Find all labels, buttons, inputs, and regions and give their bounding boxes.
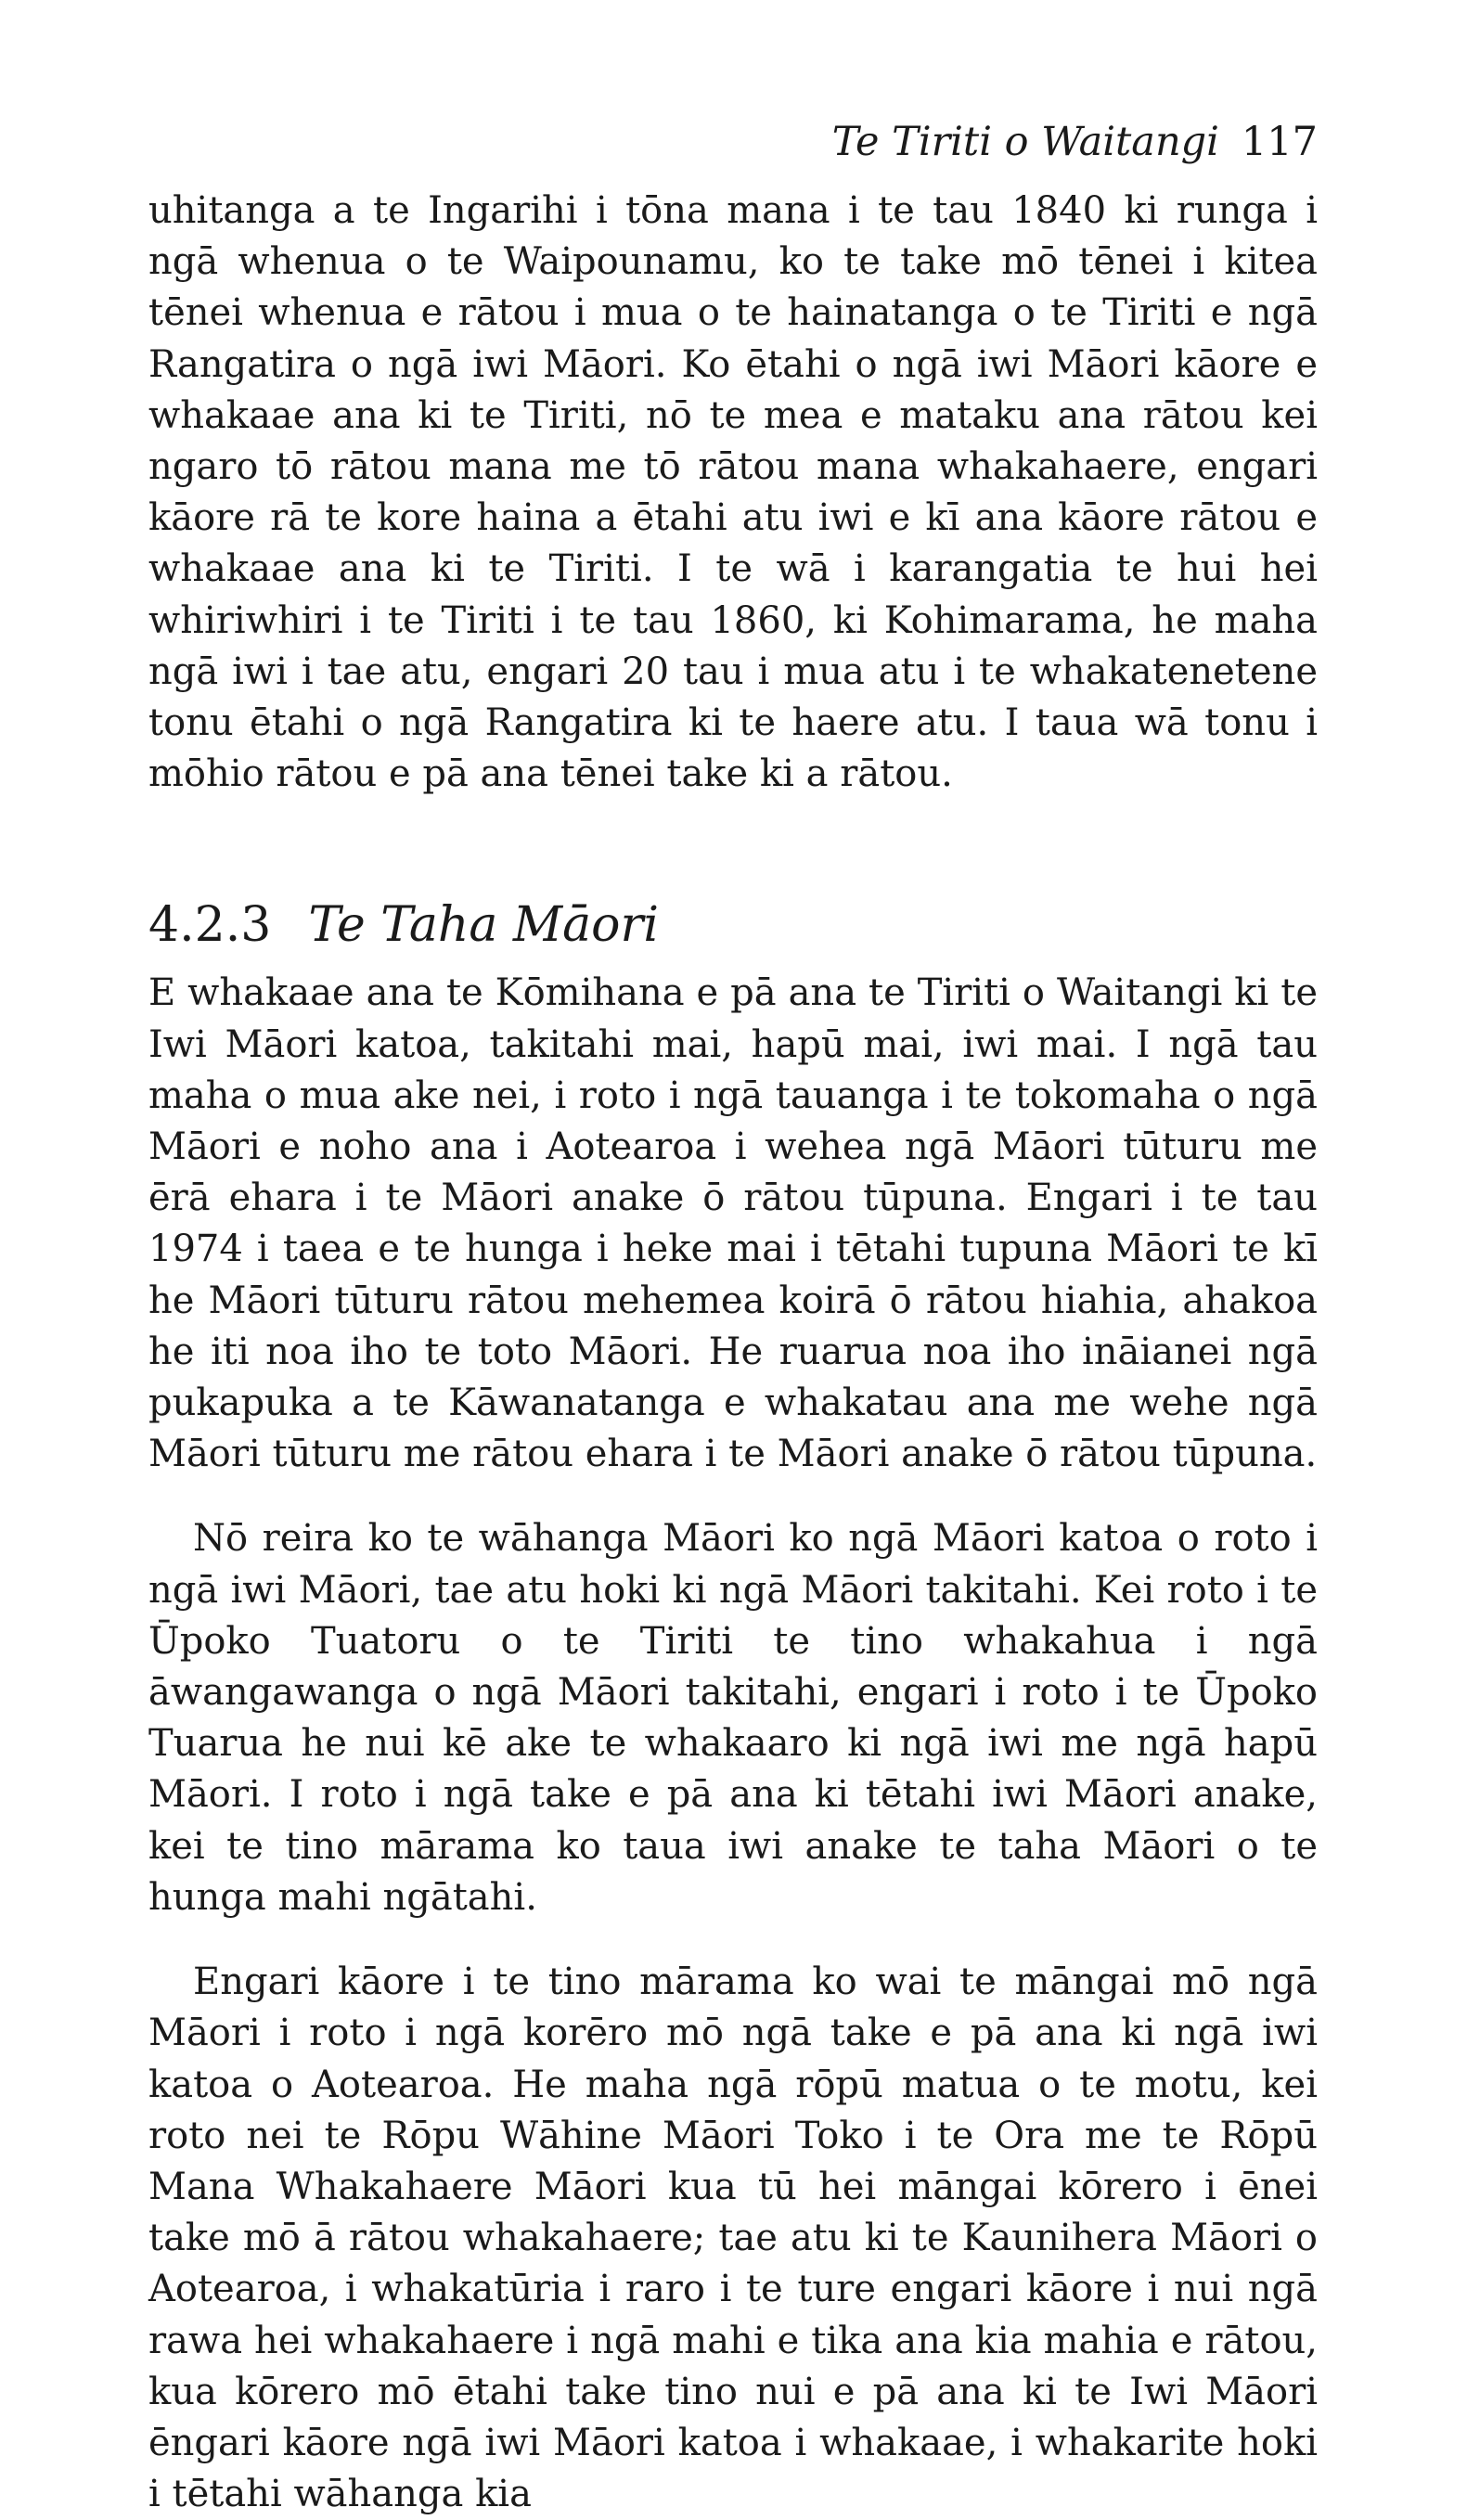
body-paragraph-3: Nō reira ko te wāhanga Māori ko ngā Māori katoa o roto i ngā iwi Māori, tae atu hoki ki ngā Māori takitahi. Kei roto i te Ūpoko Tuatoru o te Tiriti te tino whakahua i ngā āwangawanga o ngā Māori takitahi, engari i roto i te Ūpoko Tuarua he nui kē ake te whakaaro ki ngā iwi me ngā hapū Māori. I roto i ngā take e pā ana ki tētahi iwi Māori anake, kei te tino mārama ko taua iwi anake te taha Māori o te hunga mahi ngātahi.: [148, 1517, 1318, 1919]
section-number: 4.2.3: [148, 897, 272, 954]
running-header: [148, 119, 1318, 165]
section-title: Te Taha Māori: [308, 897, 659, 954]
running-title: Te Tiriti o Waitangi: [831, 119, 1219, 165]
paragraph-gap: [148, 1923, 1318, 1957]
text-column: [148, 186, 1318, 2520]
paragraph-gap: [148, 1480, 1318, 1513]
page-number: 117: [1241, 119, 1318, 165]
section-heading: [148, 897, 1318, 953]
body-paragraph-1: uhitanga a te Ingarihi i tōna mana i te tau 1840 ki runga i ngā whenua o te Waipounamu, ko te take mō tēnei i kitea tēnei whenua e rātou i mua o te hainatanga o te Tiriti e ngā Rangatira o ngā iwi Māori. Ko ētahi o ngā iwi Māori kāore e whakaae ana ki te Tiriti, nō te mea e mataku ana rātou kei ngaro tō rātou mana me tō rātou mana whakahaere, engari kāore rā te kore haina a ētahi atu iwi e kī ana kāore rātou e whakaae ana ki te Tiriti. I te wā i karangatia te hui hei whiriwhiri i te Tiriti i te tau 1860, ki Kohimarama, he maha ngā iwi i tae atu, engari 20 tau i mua atu i te whakatenetene tonu ētahi o ngā Rangatira ki te haere atu. I taua wā tonu i mōhio rātou e pā ana tēnei take ki a rātou.: [148, 189, 1318, 796]
body-paragraph-2: E whakaae ana te Kōmihana e pā ana te Tiriti o Waitangi ki te Iwi Māori katoa, takitahi mai, hapū mai, iwi mai. I ngā tau maha o mua ake nei, i roto i ngā tauanga i te tokomaha o ngā Māori e noho ana i Aotearoa i wehea ngā Māori tūturu me ērā ehara i te Māori anake ō rātou tūpuna. Engari i te tau 1974 i taea e te hunga i heke mai i tētahi tupuna Māori te kī he Māori tūturu rātou mehemea koirā ō rātou hiahia, ahakoa he iti noa iho te toto Māori. He ruarua noa iho ināianei ngā pukapuka a te Kāwanatanga e whakatau ana me wehe ngā Māori tūturu me rātou ehara i te Māori anake ō rātou tūpuna.: [148, 971, 1318, 1476]
body-paragraph-4: Engari kāore i te tino mārama ko wai te māngai mō ngā Māori i roto i ngā korēro mō ngā take e pā ana ki ngā iwi katoa o Aotearoa. He maha ngā rōpū matua o te motu, kei roto nei te Rōpu Wāhine Māori Toko i te Ora me te Rōpū Mana Whakahaere Māori kua tū hei māngai kōrero i ēnei take mō ā rātou whakahaere; tae atu ki te Kaunihera Māori o Aotearoa, i whakatūria i raro i te ture engari kāore i nui ngā rawa hei whakahaere i ngā mahi e tika ana kia mahia e rātou, kua kōrero mō ētahi take tino nui e pā ana ki te Iwi Māori ēngari kāore ngā iwi Māori katoa i whakaae, i whakarite hoki i tētahi wāhanga kia: [148, 1961, 1318, 2516]
